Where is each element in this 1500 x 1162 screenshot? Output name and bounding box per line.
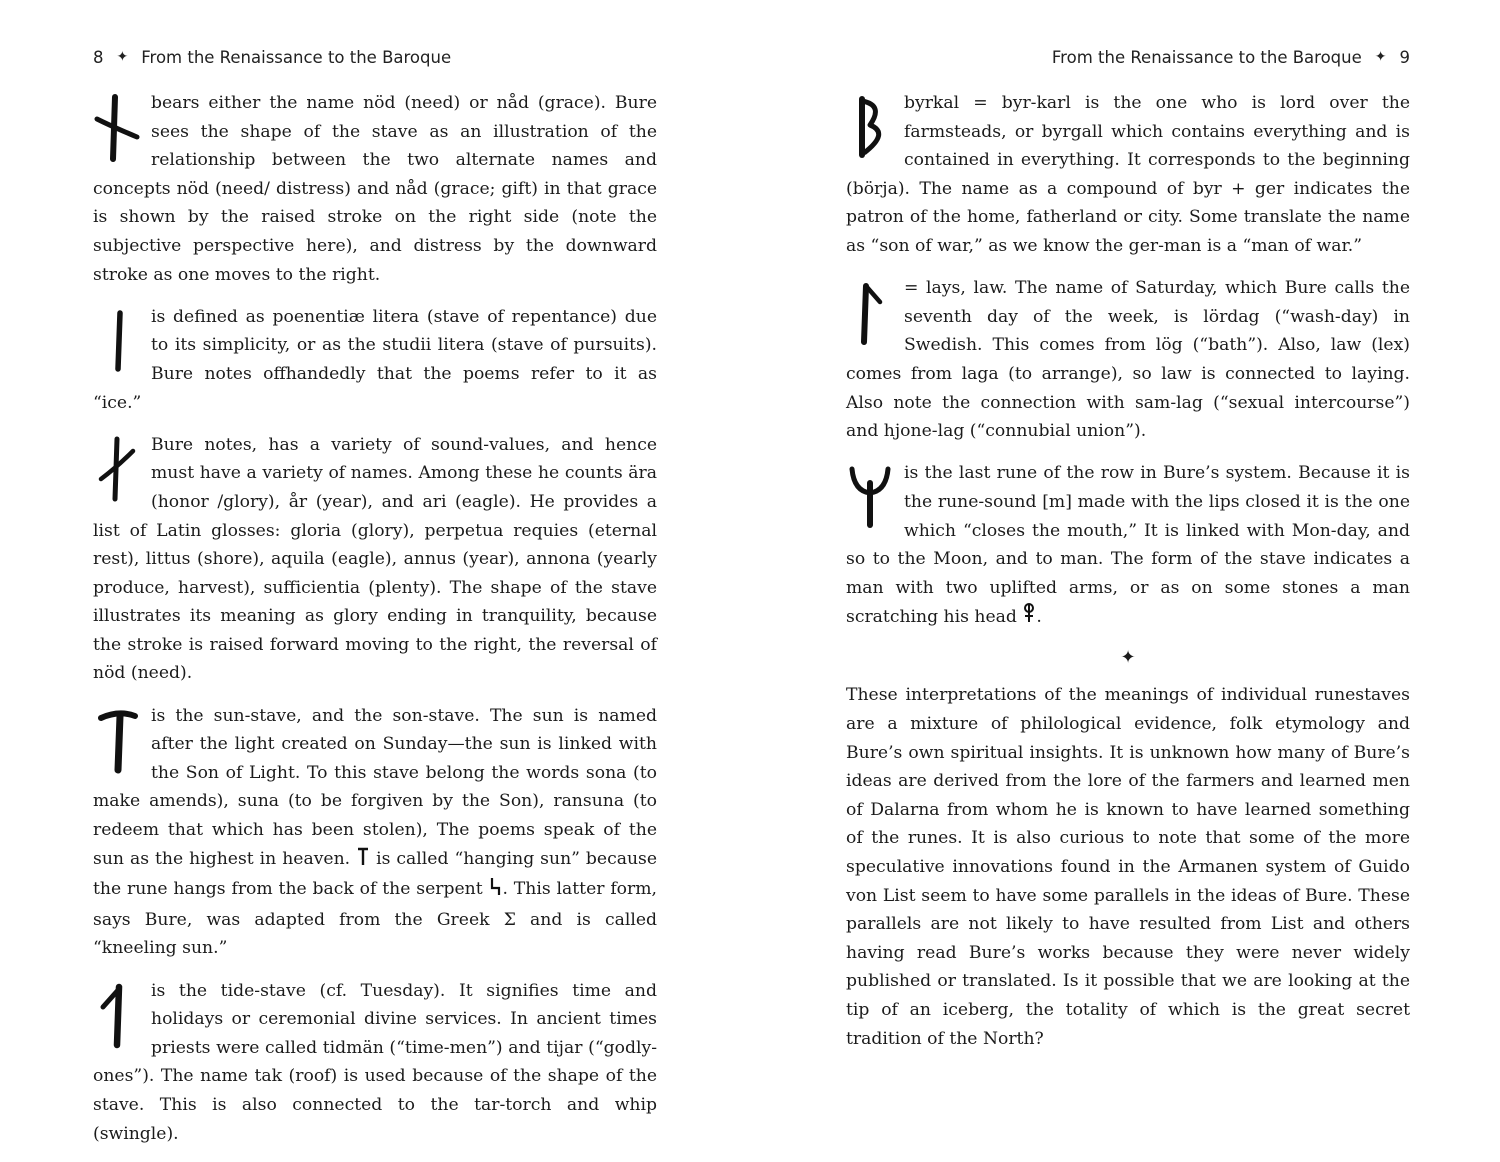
right-page bbox=[846, 0, 1410, 1125]
rune-paragraph bbox=[93, 977, 657, 1149]
rune-paragraph bbox=[93, 431, 657, 688]
paragraph-text: is the sun-stave, and the son-stave. The sun is named after the light created on Sunday—the sun is linked with the Son of Light. To this stave belong the words sona (to make amends), suna (to be forgiven by the Son), ransuna (to redeem that which has been stolen), The poems speak of the sun as the highest in heaven. is called “hanging sun” because the rune hangs from the back of the serpent . This latter form, says Bure, was adapted from the Greek Σ and is called “kneeling sun.” bbox=[93, 705, 658, 959]
paragraph-text: byrkal = byr-karl is the one who is lord over the farmsteads, or byrgall which contains everything and is contained in everything. It corresponds to the beginning (börja). The name as a compound of byr + ger indicates the patron of the home, fatherland or city. Some translate the name as “son of war,” as we know the ger-man is a “man of war.” bbox=[846, 93, 1410, 256]
rune-paragraph bbox=[846, 89, 1410, 261]
header-star: ✦ bbox=[116, 49, 129, 65]
page-number: 9 bbox=[1399, 47, 1410, 67]
page-body bbox=[93, 89, 657, 1162]
ar-rune-icon bbox=[93, 435, 151, 515]
tyr-rune-icon bbox=[93, 981, 151, 1061]
running-title: From the Renaissance to the Baroque bbox=[1051, 47, 1362, 67]
section-separator: ✦ bbox=[1120, 647, 1136, 669]
page-body bbox=[846, 89, 1410, 1067]
rune-paragraph bbox=[93, 702, 657, 963]
paragraph-text: is the last rune of the row in Bure’s system. Because it is the rune-sound [m] made with the lips closed it is the one which “closes the mouth,” It is linked with Mon-day, and so to the Moon, and to man. The form of the stave indicates a man with two uplifted arms, or as on some stones a man scratching his head . bbox=[846, 459, 1410, 634]
paragraph-text: bears either the name nöd (need) or nåd (grace). Bure sees the shape of the stave as an illustration of the relationship between the two alternate names and concepts nöd (need/ distress) and nåd (grace; gift) in that grace is shown by the raised stroke on the right side (note the subjective perspective here), and distress by the downward stroke as one moves to the right. bbox=[93, 93, 657, 285]
hanging-sun-rune-icon bbox=[356, 846, 370, 876]
isa-rune-icon bbox=[93, 307, 151, 387]
lagu-rune-icon bbox=[846, 278, 904, 358]
running-title: From the Renaissance to the Baroque bbox=[141, 47, 452, 67]
rune-paragraph bbox=[846, 274, 1410, 446]
naud-rune-icon bbox=[93, 93, 151, 173]
running-header bbox=[846, 44, 1410, 70]
paragraph-text: = lays, law. The name of Saturday, which Bure calls the seventh day of the week, is lördag (“wash-day) in Swedish. This comes from lög (“bath”). Also, law (lex) comes from laga (to arrange), so law is connected to laying. Also note the connection with sam-lag (“sexual intercourse”) and hjone-lag (“connubial union”). bbox=[846, 278, 1410, 442]
madr-rune-icon bbox=[846, 463, 904, 543]
left-page bbox=[93, 0, 658, 1144]
closing-paragraph bbox=[846, 681, 1410, 1053]
page-number: 8 bbox=[93, 47, 104, 67]
running-header bbox=[93, 44, 657, 70]
rune-paragraph bbox=[846, 459, 1410, 634]
paragraph-text: Bure notes, has a variety of sound-values, and hence must have a variety of names. Among these he counts ära (honor /glory), år (year), and ari (eagle). He provides a list of Latin glosses: gloria (glory), perpetua requies (eternal rest), littus (shore), aquila (eagle), annus (year), annona (yearly produce, harvest), sufficientia (plenty). The shape of the stave illustrates its meaning as glory ending in tranquility, because the stroke is raised forward moving to the right, the reversal of nöd (need). bbox=[93, 434, 657, 684]
paragraph-text: is the tide-stave (cf. Tuesday). It signifies time and holidays or ceremonial divine services. In ancient times priests were called tidmän (“time-men”) and tijar (“godly-ones”). The name tak (roof) is used because of the shape of the stave. This is also connected to the tar-torch and whip (swingle). bbox=[93, 980, 657, 1144]
kneeling-sun-rune-icon bbox=[488, 876, 502, 906]
scratching-head-rune-icon bbox=[1022, 602, 1036, 634]
paragraph-text: is defined as poenentiæ litera (stave of repentance) due to its simplicity, or as the studii litera (stave of pursuits). Bure notes offhandedly that the poems refer to it as “ice.” bbox=[93, 306, 657, 413]
sol-rune-icon bbox=[93, 706, 151, 786]
rune-paragraph bbox=[93, 303, 657, 417]
byrkal-rune-icon bbox=[846, 93, 904, 173]
rune-paragraph bbox=[93, 89, 657, 289]
paragraph-text: These interpretations of the meanings of individual runestaves are a mixture of philological evidence, folk etymology and Bure’s own spiritual insights. It is unknown how many of Bure’s ideas are derived from the lore of the farmers and learned men of Dalarna from whom he is known to have learned something of the runes. It is also curious to note that some of the more speculative innovations found in the Armanen system of Guido von List seem to have some parallels in the ideas of Bure. These parallels are not likely to have resulted from List and others having read Bure’s works because they were never widely published or translated. Is it possible that we are looking at the tip of an iceberg, the totality of which is the great secret tradition of the North? bbox=[846, 685, 1410, 1049]
header-star: ✦ bbox=[1374, 49, 1387, 65]
